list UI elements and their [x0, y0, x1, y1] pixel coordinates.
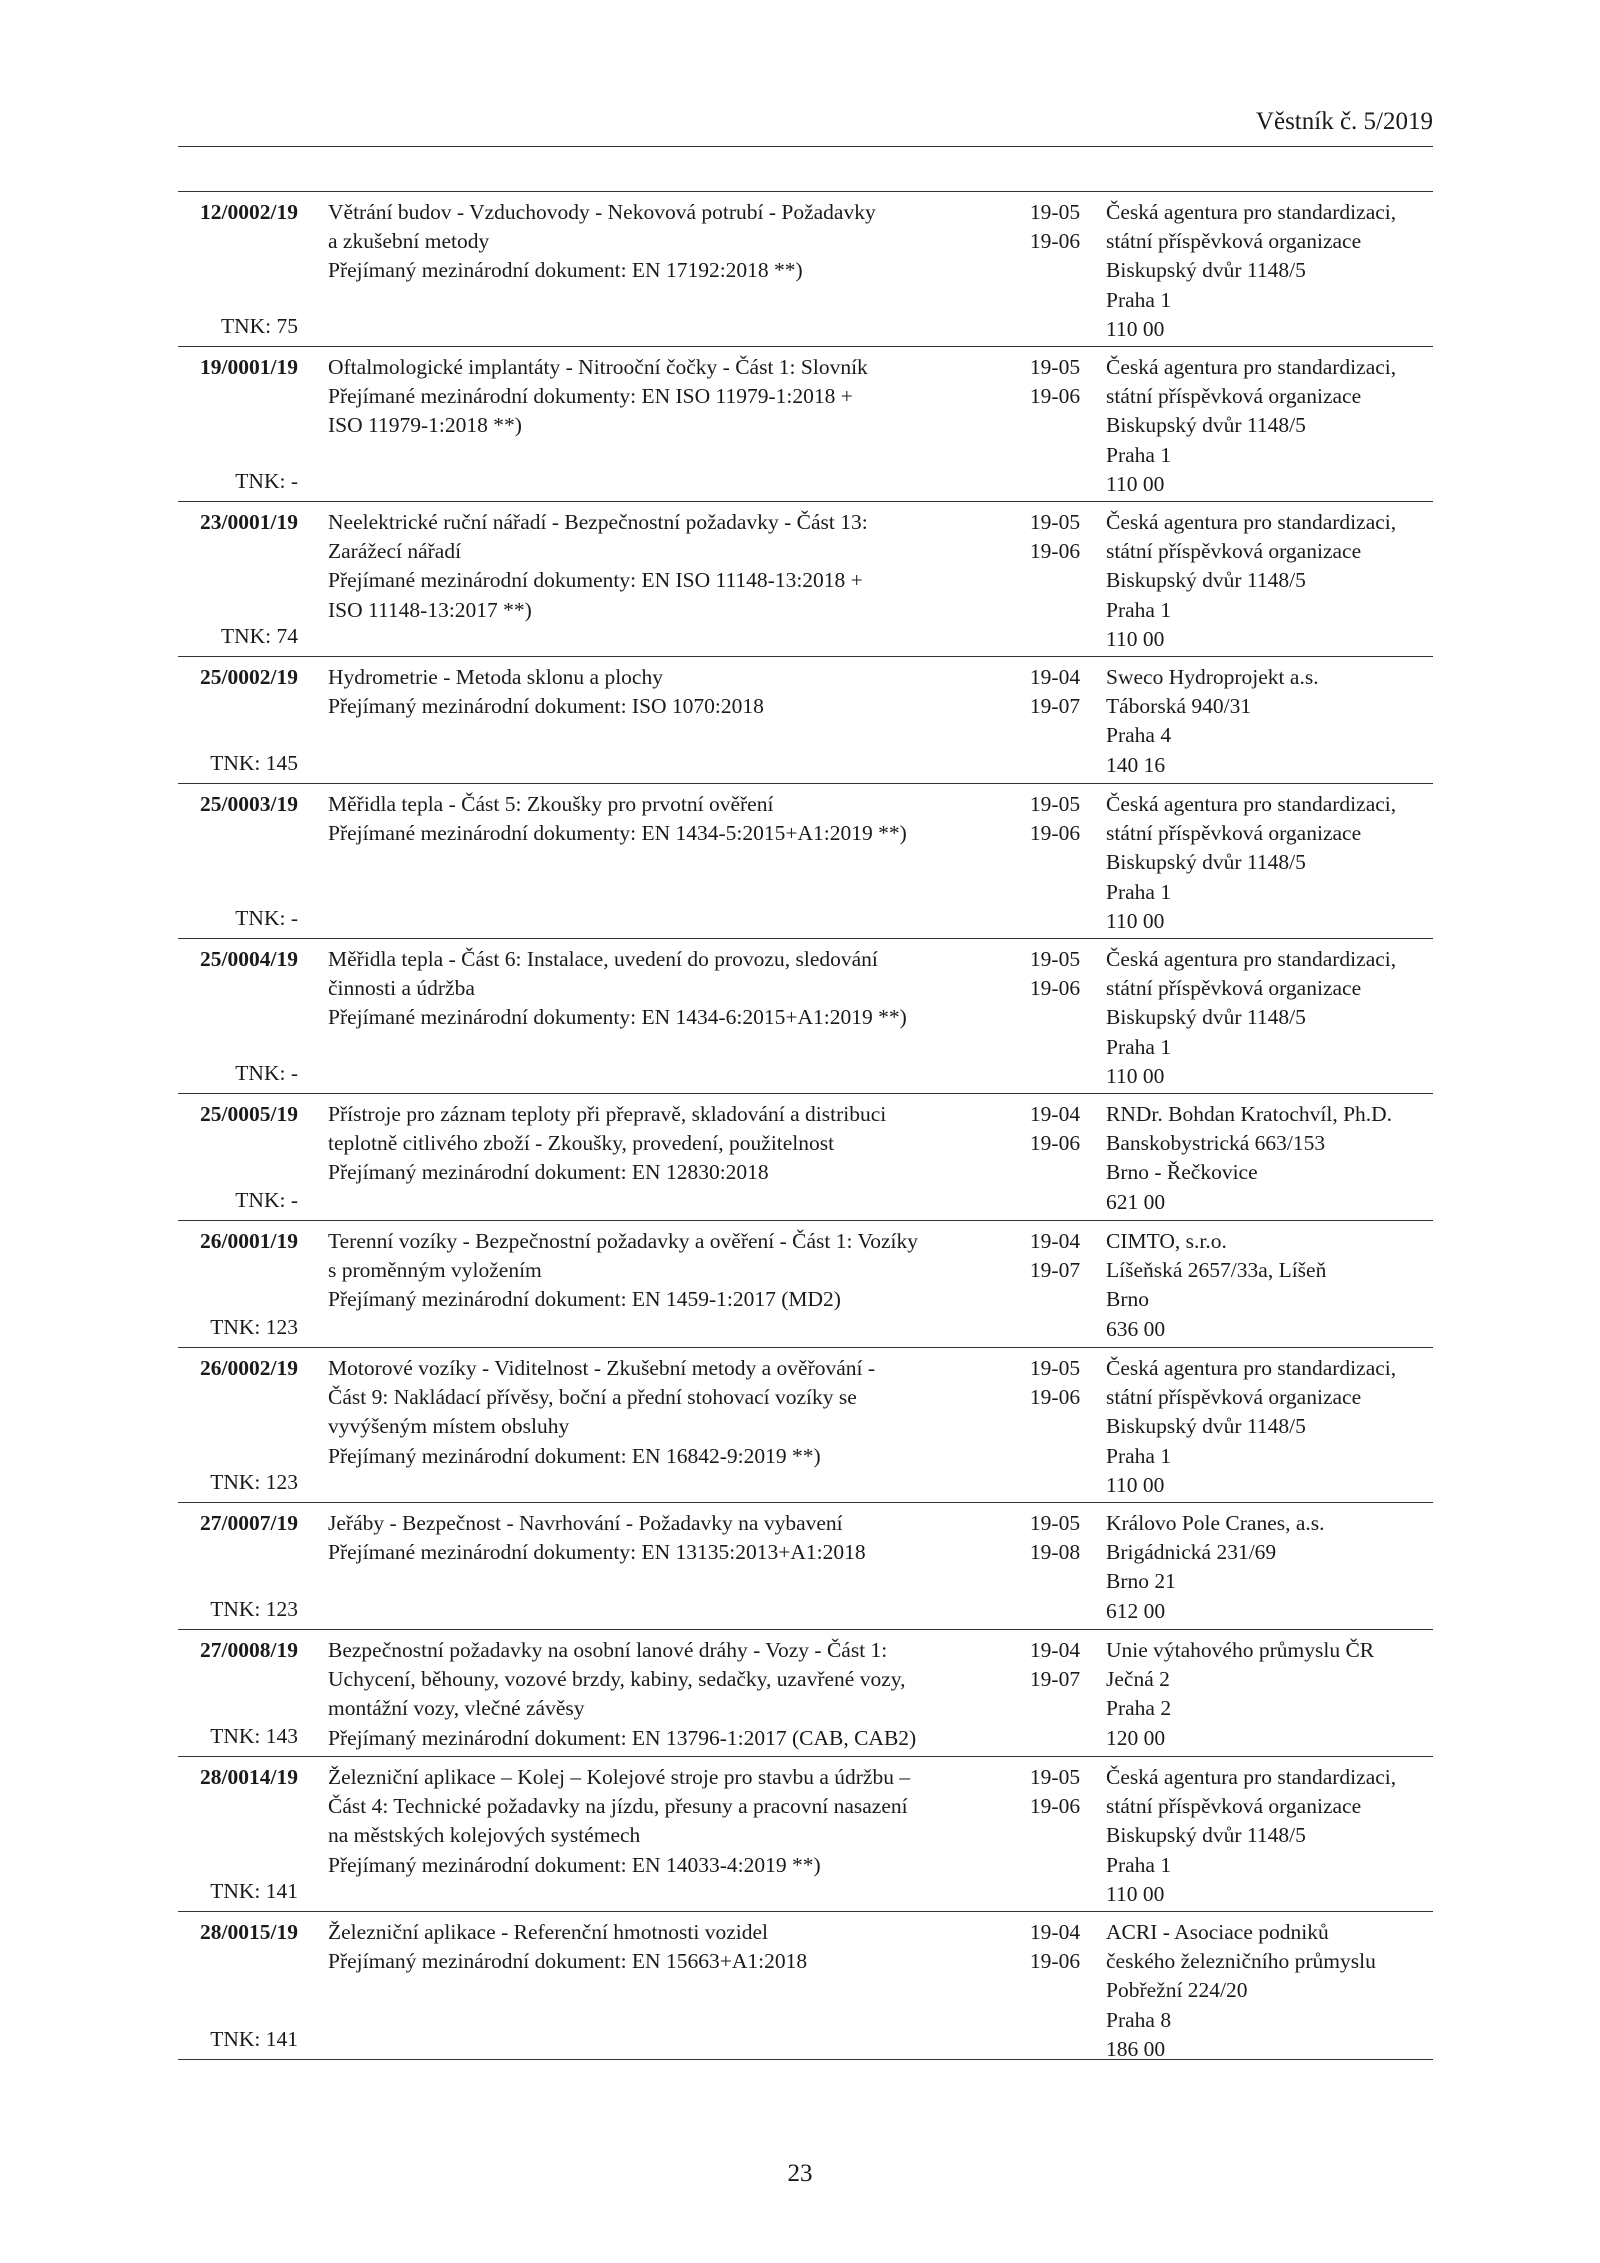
table-row	[178, 1094, 1433, 1221]
entry-title-line: Větrání budov - Vzduchovody - Nekovová potrubí - Požadavky	[328, 200, 876, 224]
entry-dates	[1015, 198, 1095, 256]
address-line: Praha 2	[1106, 1696, 1172, 1721]
journal-issue-header: Věstník č. 5/2019	[1255, 108, 1433, 135]
address-line: Líšeňská 2657/33a, Líšeň	[1106, 1258, 1327, 1283]
address-line: Banskobystrická 663/153	[1106, 1131, 1326, 1156]
entry-id-cell	[178, 1918, 298, 2058]
address-line: Praha 1	[1106, 597, 1172, 622]
entry-date: 19-05	[1029, 1765, 1081, 1789]
table-row	[178, 347, 1433, 502]
address-line: Pobřežní 224/20	[1106, 1978, 1248, 2003]
address-line: Česká agentura pro standardizaci,	[1106, 792, 1397, 816]
entry-number: 25/0004/19	[200, 947, 298, 971]
entry-number: 25/0003/19	[200, 792, 298, 816]
entry-title-line: a zkušební metody	[328, 229, 490, 254]
entry-dates	[1015, 1100, 1095, 1158]
address-line: Unie výtahového průmyslu ČR	[1106, 1638, 1375, 1662]
entry-date: 19-06	[1029, 1131, 1081, 1156]
address-line: Biskupský dvůr 1148/5	[1106, 1414, 1306, 1439]
entry-title-line: Přejímaný mezinárodní dokument: EN 12830:2018	[328, 1160, 769, 1185]
entry-date: 19-04	[1029, 1229, 1081, 1253]
entry-number: 27/0007/19	[200, 1511, 298, 1535]
entry-title-line: ISO 11979-1:2018 **)	[328, 413, 522, 438]
entry-number: 23/0001/19	[200, 510, 298, 534]
entry-id-cell	[178, 663, 298, 782]
entry-title-line: Uchycení, běhouny, vozové brzdy, kabiny, sedačky, uzavřené vozy,	[328, 1667, 906, 1692]
entry-title-line: Přejímaný mezinárodní dokument: EN 13796-1:2017 (CAB, CAB2)	[328, 1725, 917, 1750]
entry-title-line: Část 4: Technické požadavky na jízdu, přesuny a pracovní nasazení	[328, 1794, 908, 1819]
table-row	[178, 1757, 1433, 1912]
entry-title-line: Přejímaný mezinárodní dokument: EN 17192:2018 **)	[328, 258, 803, 283]
entry-title-line: Bezpečnostní požadavky na osobní lanové dráhy - Vozy - Část 1:	[328, 1638, 888, 1662]
table-row	[178, 502, 1433, 657]
entry-date: 19-04	[1029, 1920, 1081, 1944]
entry-date: 19-06	[1029, 539, 1081, 564]
address-line: Česká agentura pro standardizaci,	[1106, 947, 1397, 971]
entry-number: 27/0008/19	[200, 1638, 298, 1662]
address-line: Praha 1	[1106, 1034, 1172, 1059]
address-line: CIMTO, s.r.o.	[1106, 1229, 1227, 1253]
entry-title-line: Přejímané mezinárodní dokumenty: EN 1434-6:2015+A1:2019 **)	[328, 1005, 907, 1030]
entry-number: 19/0001/19	[200, 355, 298, 379]
standards-table	[178, 191, 1433, 2060]
entry-tnk: TNK: 143	[210, 1723, 298, 1748]
entry-id-cell	[178, 1636, 298, 1755]
entry-title-line: Hydrometrie - Metoda sklonu a plochy	[328, 665, 663, 689]
address-line: Biskupský dvůr 1148/5	[1106, 413, 1306, 438]
address-line: Královo Pole Cranes, a.s.	[1106, 1511, 1325, 1535]
address-line: Česká agentura pro standardizaci,	[1106, 510, 1397, 534]
entry-dates	[1015, 1227, 1095, 1285]
entry-date: 19-05	[1029, 947, 1081, 971]
entry-date: 19-06	[1029, 821, 1081, 846]
table-row	[178, 1912, 1433, 2060]
address-line: 110 00	[1106, 908, 1165, 933]
entry-date: 19-05	[1029, 200, 1081, 224]
address-line: Ječná 2	[1106, 1667, 1170, 1692]
entry-processor-address	[1106, 1100, 1433, 1217]
address-line: Brno 21	[1106, 1569, 1176, 1594]
address-line: 110 00	[1106, 626, 1165, 651]
address-line: Česká agentura pro standardizaci,	[1106, 1356, 1397, 1380]
address-line: Biskupský dvůr 1148/5	[1106, 568, 1306, 593]
entry-processor-address	[1106, 790, 1433, 936]
entry-date: 19-05	[1029, 1356, 1081, 1380]
entry-title-line: ISO 11148-13:2017 **)	[328, 597, 532, 622]
entry-dates	[1015, 1354, 1095, 1412]
entry-processor-address	[1106, 663, 1433, 780]
entry-dates	[1015, 945, 1095, 1003]
address-line: Biskupský dvůr 1148/5	[1106, 258, 1306, 283]
address-line: Praha 1	[1106, 287, 1172, 312]
address-line: ACRI - Asociace podniků	[1106, 1920, 1329, 1944]
entry-id-cell	[178, 945, 298, 1092]
entry-title-line: Neelektrické ruční nářadí - Bezpečnostní požadavky - Část 13:	[328, 510, 868, 534]
entry-tnk: TNK: 75	[220, 313, 298, 338]
entry-title-line: Přejímané mezinárodní dokumenty: EN 1434-5:2015+A1:2019 **)	[328, 821, 907, 846]
entry-id-cell	[178, 1763, 298, 1910]
entry-id-cell	[178, 790, 298, 937]
entry-date: 19-04	[1029, 1638, 1081, 1662]
table-row	[178, 784, 1433, 939]
address-line: státní příspěvková organizace	[1106, 539, 1362, 564]
entry-title-line: Železniční aplikace – Kolej – Kolejové stroje pro stavbu a údržbu –	[328, 1765, 911, 1789]
entry-title-line: Přejímané mezinárodní dokumenty: EN ISO 11148-13:2018 +	[328, 568, 863, 593]
entry-title-line: Železniční aplikace - Referenční hmotnosti vozidel	[328, 1920, 768, 1944]
entry-number: 28/0014/19	[200, 1765, 298, 1789]
address-line: 110 00	[1106, 316, 1165, 341]
address-line: státní příspěvková organizace	[1106, 384, 1362, 409]
entry-date: 19-08	[1029, 1540, 1081, 1565]
entry-title-line: Přejímané mezinárodní dokumenty: EN ISO 11979-1:2018 +	[328, 384, 853, 409]
entry-tnk: TNK: 141	[210, 1878, 298, 1903]
address-line: státní příspěvková organizace	[1106, 976, 1362, 1001]
address-line: Brno - Řečkovice	[1106, 1160, 1258, 1185]
entry-dates	[1015, 790, 1095, 848]
entry-tnk: TNK: -	[235, 905, 298, 930]
table-row	[178, 939, 1433, 1094]
entry-dates	[1015, 1918, 1095, 1976]
entry-title-line: Měřidla tepla - Část 5: Zkoušky pro prvotní ověření	[328, 792, 774, 816]
entry-title-line: vyvýšeným místem obsluhy	[328, 1414, 570, 1439]
entry-date: 19-06	[1029, 384, 1081, 409]
entry-title-line: Motorové vozíky - Viditelnost - Zkušební metody a ověřování -	[328, 1356, 876, 1380]
entry-date: 19-06	[1029, 1385, 1081, 1410]
entry-processor-address	[1106, 353, 1433, 499]
table-row	[178, 1630, 1433, 1757]
entry-processor-address	[1106, 1227, 1433, 1344]
entry-tnk: TNK: 123	[210, 1469, 298, 1494]
address-line: státní příspěvková organizace	[1106, 1794, 1362, 1819]
address-line: českého železničního průmyslu	[1106, 1949, 1376, 1974]
address-line: Sweco Hydroprojekt a.s.	[1106, 665, 1319, 689]
address-line: Praha 4	[1106, 723, 1172, 748]
entry-tnk: TNK: 123	[210, 1314, 298, 1339]
entry-date: 19-07	[1029, 1258, 1081, 1283]
entry-date: 19-05	[1029, 510, 1081, 534]
address-line: Biskupský dvůr 1148/5	[1106, 850, 1306, 875]
entry-number: 28/0015/19	[200, 1920, 298, 1944]
entry-id-cell	[178, 1509, 298, 1628]
address-line: státní příspěvková organizace	[1106, 1385, 1362, 1410]
entry-processor-address	[1106, 508, 1433, 654]
entry-tnk: TNK: 74	[220, 623, 298, 648]
entry-title-line: montážní vozy, vlečné závěsy	[328, 1696, 585, 1721]
entry-id-cell	[178, 1100, 298, 1219]
entry-number: 26/0001/19	[200, 1229, 298, 1253]
address-line: 140 16	[1106, 752, 1166, 777]
entry-title-line: Jeřáby - Bezpečnost - Navrhování - Požadavky na vybavení	[328, 1511, 843, 1535]
address-line: RNDr. Bohdan Kratochvíl, Ph.D.	[1106, 1102, 1393, 1126]
entry-title-line: Přejímaný mezinárodní dokument: EN 1459-1:2017 (MD2)	[328, 1287, 841, 1312]
entry-title-line: Přejímaný mezinárodní dokument: EN 16842-9:2019 **)	[328, 1443, 821, 1468]
entry-date: 19-06	[1029, 976, 1081, 1001]
table-row	[178, 1348, 1433, 1503]
entry-number: 25/0005/19	[200, 1102, 298, 1126]
address-line: Česká agentura pro standardizaci,	[1106, 200, 1397, 224]
entry-date: 19-05	[1029, 355, 1081, 379]
entry-date: 19-04	[1029, 1102, 1081, 1126]
entry-title-line: Terenní vozíky - Bezpečnostní požadavky a ověření - Část 1: Vozíky	[328, 1229, 918, 1253]
address-line: Česká agentura pro standardizaci,	[1106, 1765, 1397, 1789]
header-rule	[178, 146, 1433, 147]
entry-date: 19-06	[1029, 229, 1081, 254]
entry-tnk: TNK: -	[235, 1187, 298, 1212]
entry-processor-address	[1106, 1354, 1433, 1500]
entry-id-cell	[178, 508, 298, 655]
address-line: Česká agentura pro standardizaci,	[1106, 355, 1397, 379]
address-line: státní příspěvková organizace	[1106, 821, 1362, 846]
address-line: Brno	[1106, 1287, 1149, 1312]
entry-id-cell	[178, 353, 298, 500]
entry-id-cell	[178, 1227, 298, 1346]
address-line: 110 00	[1106, 1881, 1165, 1906]
entry-number: 26/0002/19	[200, 1356, 298, 1380]
entry-dates	[1015, 663, 1095, 721]
address-line: státní příspěvková organizace	[1106, 229, 1362, 254]
entry-date: 19-07	[1029, 694, 1081, 719]
entry-dates	[1015, 1636, 1095, 1694]
address-line: Praha 1	[1106, 1852, 1172, 1877]
table-row	[178, 192, 1433, 347]
entry-title-line: Měřidla tepla - Část 6: Instalace, uvedení do provozu, sledování	[328, 947, 878, 971]
entry-title-line: Přejímaný mezinárodní dokument: ISO 1070:2018	[328, 694, 764, 719]
address-line: 110 00	[1106, 1063, 1165, 1088]
address-line: Praha 1	[1106, 1443, 1172, 1468]
entry-number: 12/0002/19	[200, 200, 298, 224]
entry-processor-address	[1106, 945, 1433, 1091]
entry-processor-address	[1106, 1763, 1433, 1909]
address-line: 186 00	[1106, 2036, 1166, 2061]
entry-dates	[1015, 508, 1095, 566]
entry-number: 25/0002/19	[200, 665, 298, 689]
entry-date: 19-06	[1029, 1949, 1081, 1974]
table-row	[178, 1221, 1433, 1348]
entry-date: 19-06	[1029, 1794, 1081, 1819]
entry-tnk: TNK: -	[235, 468, 298, 493]
entry-title-line: činnosti a údržba	[328, 976, 475, 1001]
entry-processor-address	[1106, 1636, 1433, 1753]
entry-title-line: teplotně citlivého zboží - Zkoušky, provedení, použitelnost	[328, 1131, 835, 1156]
table-row	[178, 657, 1433, 784]
address-line: Praha 1	[1106, 879, 1172, 904]
entry-dates	[1015, 1509, 1095, 1567]
address-line: 636 00	[1106, 1316, 1166, 1341]
entry-title-line: Přístroje pro záznam teploty při přepravě, skladování a distribuci	[328, 1102, 887, 1126]
address-line: 612 00	[1106, 1598, 1166, 1623]
entry-id-cell	[178, 1354, 298, 1501]
address-line: 621 00	[1106, 1189, 1166, 1214]
entry-id-cell	[178, 198, 298, 345]
address-line: 120 00	[1106, 1725, 1166, 1750]
entry-title-line: Část 9: Nakládací přívěsy, boční a přední stohovací vozíky se	[328, 1385, 857, 1410]
address-line: Táborská 940/31	[1106, 694, 1252, 719]
entry-tnk: TNK: 145	[210, 750, 298, 775]
entry-title-line: Přejímaný mezinárodní dokument: EN 15663+A1:2018	[328, 1949, 808, 1974]
entry-title-line: Přejímané mezinárodní dokumenty: EN 13135:2013+A1:2018	[328, 1540, 866, 1565]
entry-title-line: Zarážecí nářadí	[328, 539, 462, 564]
entry-title-line: s proměnným vyložením	[328, 1258, 542, 1283]
entry-title-line: na městských kolejových systémech	[328, 1823, 641, 1848]
address-line: Praha 1	[1106, 442, 1172, 467]
entry-title-line: Přejímaný mezinárodní dokument: EN 14033-4:2019 **)	[328, 1852, 821, 1877]
address-line: Brigádnická 231/69	[1106, 1540, 1277, 1565]
entry-processor-address	[1106, 198, 1433, 344]
entry-tnk: TNK: 123	[210, 1596, 298, 1621]
address-line: 110 00	[1106, 471, 1165, 496]
entry-date: 19-04	[1029, 665, 1081, 689]
address-line: 110 00	[1106, 1472, 1165, 1497]
entry-title-line: Oftalmologické implantáty - Nitrooční čočky - Část 1: Slovník	[328, 355, 868, 379]
address-line: Biskupský dvůr 1148/5	[1106, 1005, 1306, 1030]
entry-processor-address	[1106, 1509, 1433, 1626]
address-line: Praha 8	[1106, 2007, 1172, 2032]
entry-date: 19-05	[1029, 792, 1081, 816]
page-number: 23	[787, 2160, 813, 2187]
entry-tnk: TNK: -	[235, 1060, 298, 1085]
entry-dates	[1015, 1763, 1095, 1821]
entry-date: 19-05	[1029, 1511, 1081, 1535]
entry-tnk: TNK: 141	[210, 2026, 298, 2051]
entry-dates	[1015, 353, 1095, 411]
entry-date: 19-07	[1029, 1667, 1081, 1692]
table-row	[178, 1503, 1433, 1630]
entry-processor-address	[1106, 1918, 1433, 2064]
address-line: Biskupský dvůr 1148/5	[1106, 1823, 1306, 1848]
